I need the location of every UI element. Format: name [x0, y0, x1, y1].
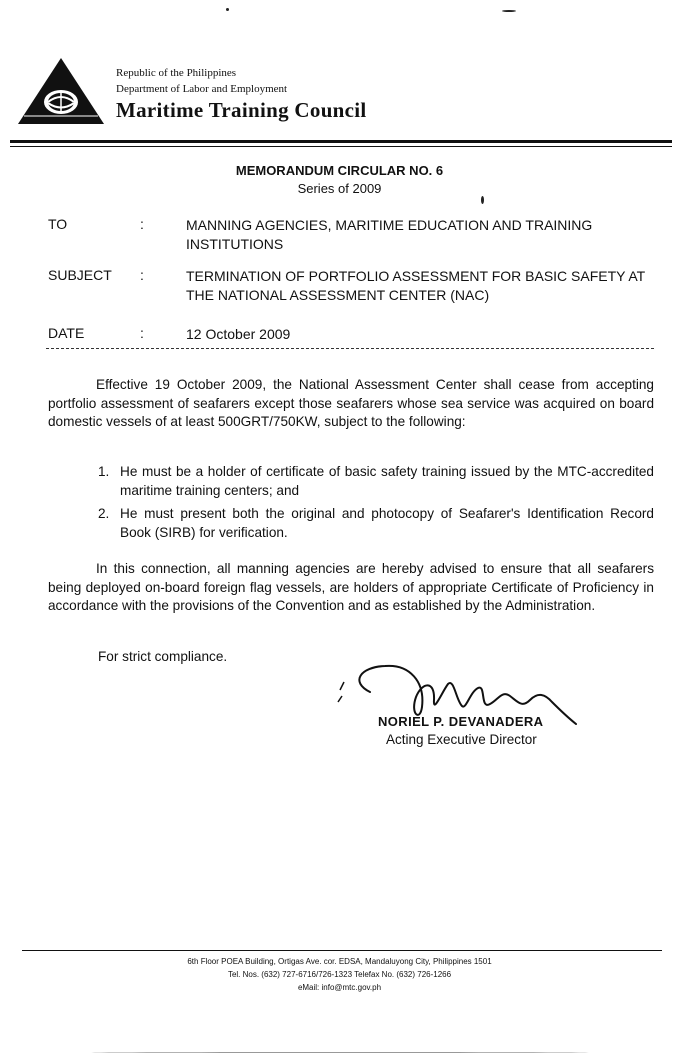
scan-speck: [90, 1052, 590, 1053]
footer-phones: Tel. Nos. (632) 727-6716/726-1323 Telefax No. (632) 726-1266: [227, 970, 452, 979]
memo-series: Series of 2009: [297, 181, 382, 196]
date-label: DATE: [48, 325, 85, 341]
header-rule-thin: [10, 146, 672, 147]
body-paragraph-2: In this connection, all manning agencies are hereby advised to ensure that all seafarers being deployed on-board foreign flag vessels, are holders of appropriate Certificate of Proficiency in accordance with the provisions of the Convention and as established by the Administration.: [48, 561, 654, 613]
council-name: Maritime Training Council: [116, 98, 367, 122]
signatory-title: Acting Executive Director: [386, 732, 537, 747]
subject-value: TERMINATION OF PORTFOLIO ASSESSMENT FOR BASIC SAFETY AT THE NATIONAL ASSESSMENT CENTER (NAC): [186, 268, 645, 303]
list-item-number: 2.: [98, 506, 110, 521]
mtc-logo: [16, 56, 106, 126]
list-item-text: He must be a holder of certificate of basic safety training issued by the MTC-accredited maritime training centers; and: [120, 464, 654, 498]
signatory-name: NORIEL P. DEVANADERA: [378, 714, 544, 729]
list-item-2: [98, 505, 654, 542]
header-divider: [46, 348, 654, 349]
scan-speck: [481, 196, 484, 204]
list-item-1: [98, 463, 654, 500]
subject-label: SUBJECT: [48, 267, 112, 283]
footer-email: eMail: info@mtc.gov.ph: [297, 983, 382, 992]
body-paragraph-1: Effective 19 October 2009, the National Assessment Center shall cease from accepting portfolio assessment of seafarers except those seafarers whose sea service was acquired on board domestic vessels of at least 500GRT/750KW, subject to the following:: [48, 377, 654, 429]
memo-title: MEMORANDUM CIRCULAR NO. 6: [235, 163, 444, 178]
date-colon: :: [140, 325, 144, 341]
date-value: 12 October 2009: [186, 326, 291, 342]
department-line: Department of Labor and Employment: [116, 83, 288, 95]
header-rule-thick: [10, 140, 672, 143]
body-paragraph-3: For strict compliance.: [98, 649, 228, 664]
to-colon: :: [140, 216, 144, 232]
scan-speck: [502, 10, 516, 12]
scan-speck: [226, 8, 229, 11]
republic-line: Republic of the Philippines: [116, 67, 237, 79]
subject-colon: :: [140, 267, 144, 283]
footer-rule: [22, 950, 662, 951]
list-item-number: 1.: [98, 464, 110, 479]
to-value: MANNING AGENCIES, MARITIME EDUCATION AND TRAINING INSTITUTIONS: [186, 217, 593, 252]
to-label: TO: [48, 216, 68, 232]
footer-address: 6th Floor POEA Building, Ortigas Ave. cor. EDSA, Mandaluyong City, Philippines 1501: [187, 957, 492, 966]
list-item-text: He must present both the original and photocopy of Seafarer's Identification Record Book (SIRB) for verification.: [120, 506, 654, 540]
